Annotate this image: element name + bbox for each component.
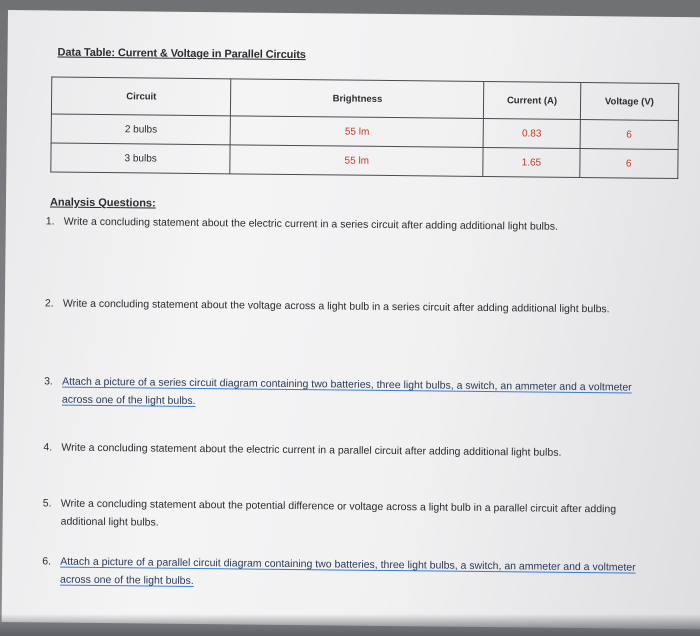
question-6[interactable] [42, 552, 642, 594]
question-2 [45, 294, 645, 318]
worksheet-page [2, 10, 700, 629]
question-text: Write a concluding statement about the electric current in a parallel circuit after adding additional light bulbs. [61, 441, 562, 459]
question-text-link[interactable]: Attach a picture of a series circuit diagram containing two batteries, three light bulbs, a switch, an ammeter and a voltmeter across one of the light bulbs. [61, 375, 632, 407]
header-current: Current (A) [484, 81, 581, 119]
question-number: 2. [44, 297, 54, 310]
header-voltage: Voltage (V) [580, 82, 679, 120]
cell-voltage: 6 [580, 120, 679, 150]
question-text: Write a concluding statement about the electric current in a series circuit after adding additional light bulbs. [63, 215, 558, 233]
question-number: 3. [44, 375, 53, 388]
question-number: 4. [43, 441, 53, 454]
table-title: Data Table: Current & Voltage in Parallel Circuits [57, 46, 306, 62]
data-table [50, 76, 679, 179]
question-1 [46, 212, 646, 236]
question-text: Write a concluding statement about the voltage across a light bulb in a series circuit after adding additional light bulbs. [62, 297, 610, 316]
question-3[interactable] [44, 372, 644, 414]
question-number: 6. [42, 555, 52, 568]
question-number: 1. [45, 215, 55, 228]
header-brightness: Brightness [231, 79, 484, 119]
page-shadow [0, 614, 700, 636]
cell-current: 1.65 [483, 148, 580, 178]
header-circuit: Circuit [51, 77, 231, 116]
question-5 [43, 494, 643, 536]
question-text: Write a concluding statement about the potential difference or voltage across a light bulb in a parallel circuit after adding additional light bulbs. [60, 497, 617, 529]
cell-circuit: 2 bulbs [51, 114, 231, 145]
cell-current: 0.83 [483, 119, 580, 149]
question-number: 5. [42, 497, 52, 510]
table-row [51, 143, 678, 178]
question-text-link[interactable]: Attach a picture of a parallel circuit diagram containing two batteries, three light bulbs, a switch, an ammeter and a voltmeter across one of the light bulbs. [59, 555, 636, 587]
cell-brightness: 55 lm [230, 145, 483, 177]
cell-voltage: 6 [579, 149, 678, 179]
question-4 [43, 438, 643, 462]
cell-circuit: 3 bulbs [51, 143, 231, 174]
cell-brightness: 55 lm [231, 116, 484, 148]
analysis-title: Analysis Questions: [49, 196, 156, 210]
